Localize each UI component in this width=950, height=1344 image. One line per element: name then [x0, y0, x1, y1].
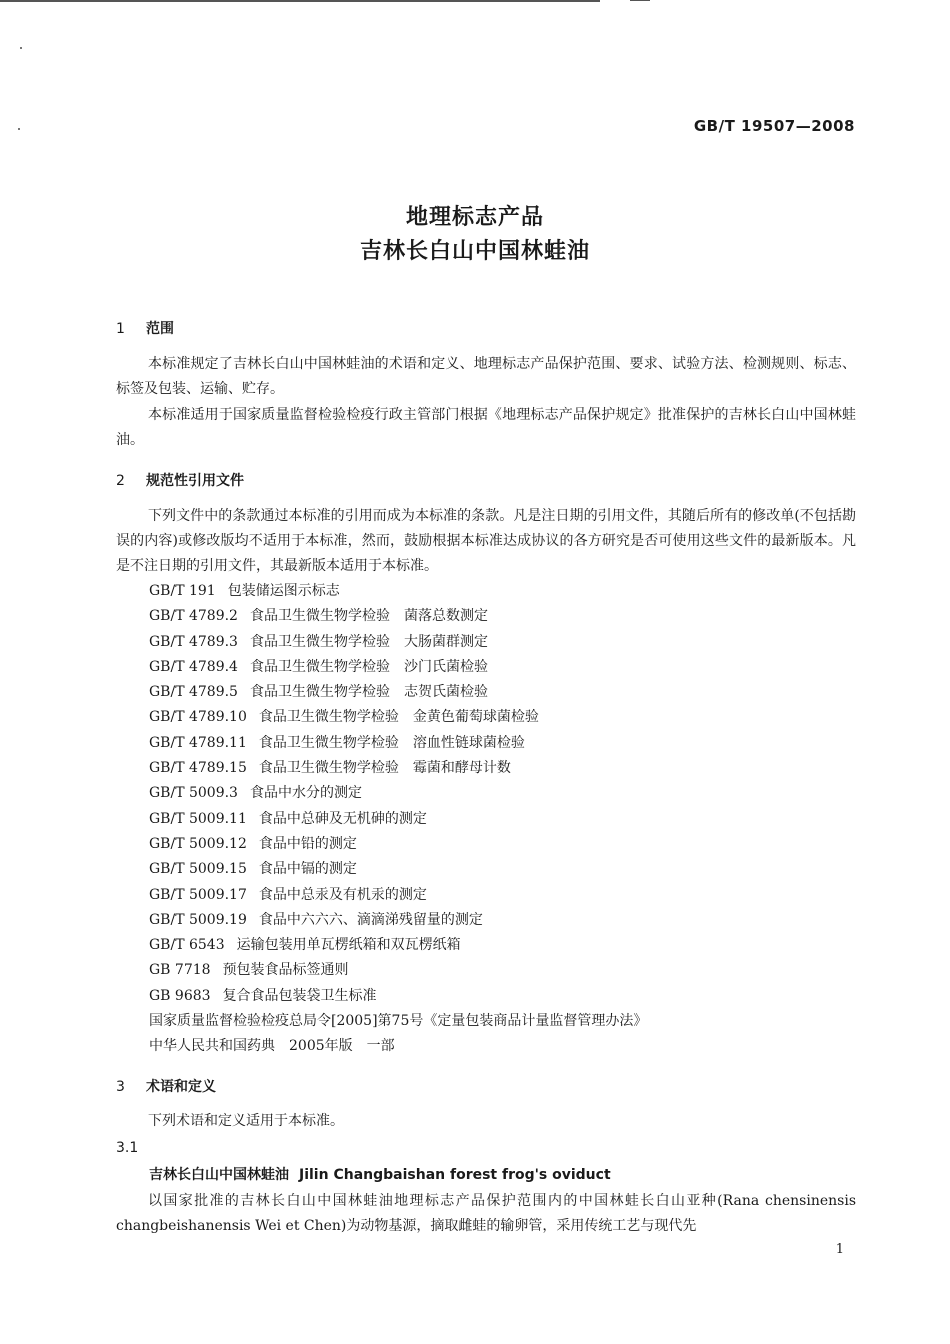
reference-item [149, 781, 647, 806]
standard-number: GB/T 19507—2008 [693, 117, 855, 135]
reference-code: GB/T 5009.3 [149, 785, 238, 802]
reference-code: GB/T 6543 [149, 937, 225, 954]
term-entry [149, 1164, 611, 1184]
reference-item [149, 630, 647, 655]
reference-code: GB 7718 [149, 962, 211, 979]
reference-item [149, 908, 647, 933]
section-2-intro: 下列文件中的条款通过本标准的引用而成为本标准的条款。凡是注日期的引用文件，其随后所有的修改单(不包括勘误的内容)或修改版均不适用于本标准，然而，鼓励根据本标准达成协议的各方研究是否可使用这些文件的最新版本。凡是不注日期的引用文件，其最新版本适用于本标准。 [116, 508, 856, 574]
section-1-heading [116, 318, 174, 338]
reference-code: GB/T 4789.4 [149, 658, 238, 675]
section-title: 范围 [146, 321, 174, 337]
subsection-number: 3.1 [116, 1140, 139, 1156]
scan-edge-mark [630, 0, 650, 1]
reference-name: 食品卫生微生物学检验 菌落总数测定 [249, 608, 488, 625]
term-chinese: 吉林长白山中国林蛙油 [149, 1167, 289, 1183]
reference-name: 食品卫生微生物学检验 大肠菌群测定 [249, 633, 488, 650]
reference-item [149, 756, 647, 781]
reference-item [149, 933, 647, 958]
reference-item [149, 984, 647, 1009]
section-title: 规范性引用文件 [146, 473, 244, 489]
reference-name: 食品中铅的测定 [258, 835, 357, 852]
reference-name: 复合食品包装袋卫生标准 [222, 987, 377, 1004]
reference-item [149, 807, 647, 832]
section-2-heading [116, 470, 244, 490]
reference-code: GB/T 191 [149, 583, 216, 599]
normative-reference-list [149, 579, 647, 1060]
reference-code: GB/T 5009.15 [149, 861, 247, 878]
reference-code: GB/T 4789.11 [149, 734, 247, 751]
reference-name: 预包装食品标签通则 [222, 962, 349, 979]
reference-name: 食品中镉的测定 [258, 861, 357, 878]
section-title: 术语和定义 [146, 1079, 216, 1095]
reference-code: GB/T 4789.15 [149, 760, 247, 777]
reference-name: 食品中六六六、滴滴涕残留量的测定 [258, 911, 483, 928]
reference-name: 食品卫生微生物学检验 霉菌和酵母计数 [258, 760, 511, 777]
reference-code: GB/T 5009.11 [149, 810, 247, 827]
reference-item [149, 604, 647, 629]
reference-item [149, 1034, 647, 1059]
page-number: 1 [835, 1242, 844, 1257]
reference-name: 食品中水分的测定 [249, 785, 362, 802]
reference-name: 食品卫生微生物学检验 金黄色葡萄球菌检验 [258, 709, 539, 726]
reference-code: GB/T 5009.19 [149, 911, 247, 928]
title-line-2: 吉林长白山中国林蛙油 [359, 239, 590, 264]
reference-item [149, 883, 647, 908]
reference-item [149, 832, 647, 857]
section-number: 1 [116, 321, 125, 337]
term-english: Jilin Changbaishan forest frog's oviduct [299, 1167, 611, 1183]
reference-code: GB/T 4789.5 [149, 684, 238, 701]
reference-code: GB 9683 [149, 987, 211, 1004]
reference-item [149, 857, 647, 882]
reference-name: 食品卫生微生物学检验 沙门氏菌检验 [249, 658, 488, 675]
reference-name: 食品卫生微生物学检验 志贺氏菌检验 [249, 684, 488, 701]
reference-name: 运输包装用单瓦楞纸箱和双瓦楞纸箱 [236, 937, 461, 954]
section-number: 2 [116, 473, 125, 489]
term-definition: 以国家批准的吉林长白山中国林蛙油地理标志产品保护范围内的中国林蛙长白山亚种(Rana chensinensis changbeishanensis Wei et Chen)为动物基源，摘取雌蛙的输卵管，采用传统工艺与现代先 [116, 1193, 856, 1234]
reference-name: 食品中总砷及无机砷的测定 [258, 810, 427, 827]
reference-item [149, 731, 647, 756]
reference-item [149, 655, 647, 680]
reference-item [149, 579, 647, 604]
section-3-heading [116, 1076, 216, 1096]
reference-item [149, 1009, 647, 1034]
reference-code: GB/T 5009.17 [149, 886, 247, 903]
section-3-intro: 下列术语和定义适用于本标准。 [148, 1113, 344, 1129]
reference-name: 国家质量监督检验检疫总局令[2005]第75号《定量包装商品计量监督管理办法》 [149, 1013, 648, 1030]
reference-name: 中华人民共和国药典 2005年版 一部 [149, 1038, 395, 1055]
reference-code: GB/T 5009.12 [149, 835, 247, 852]
scan-speck [20, 47, 22, 49]
scan-edge-line [0, 0, 600, 2]
section-1-paragraph-2: 本标准适用于国家质量监督检验检疫行政主管部门根据《地理标志产品保护规定》批准保护的吉林长白山中国林蛙油。 [116, 407, 856, 448]
reference-item [149, 958, 647, 983]
reference-code: GB/T 4789.10 [149, 709, 247, 726]
reference-item [149, 705, 647, 730]
scan-speck [18, 128, 20, 130]
reference-name: 包装储运图示标志 [227, 583, 340, 599]
section-1-paragraph-1: 本标准规定了吉林长白山中国林蛙油的术语和定义、地理标志产品保护范围、要求、试验方法、检测规则、标志、标签及包装、运输、贮存。 [116, 356, 856, 397]
reference-name: 食品中总汞及有机汞的测定 [258, 886, 427, 903]
reference-item [149, 680, 647, 705]
title-line-1: 地理标志产品 [405, 205, 544, 230]
section-number: 3 [116, 1079, 125, 1095]
reference-name: 食品卫生微生物学检验 溶血性链球菌检验 [258, 734, 525, 751]
reference-code: GB/T 4789.3 [149, 633, 238, 650]
reference-code: GB/T 4789.2 [149, 608, 238, 625]
